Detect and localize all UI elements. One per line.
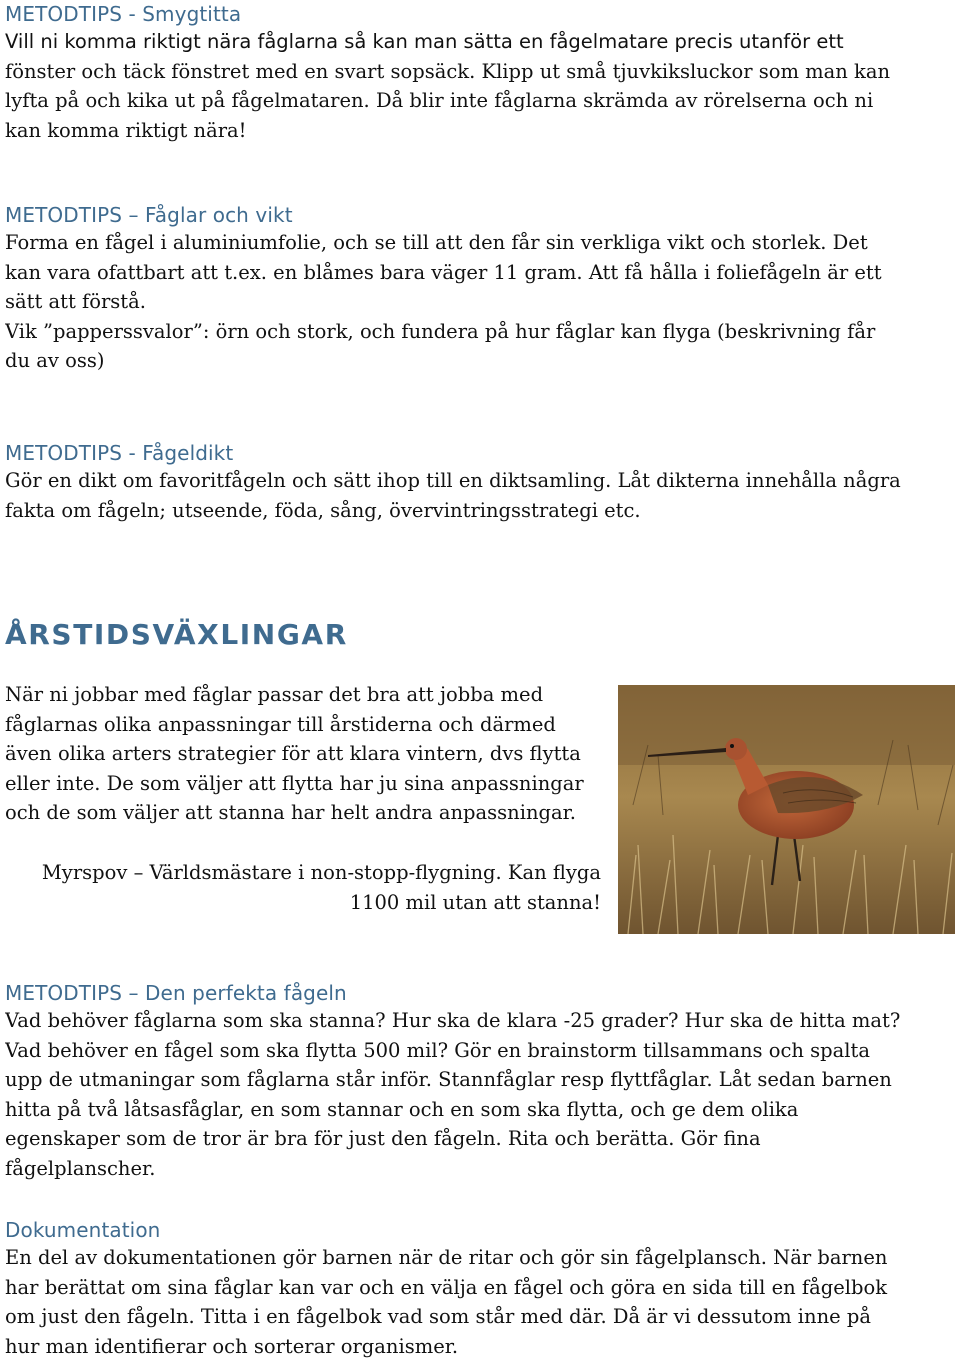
paragraph-arstidsvaxlingar [5, 680, 605, 828]
text-line: kan vara ofattbart att t.ex. en blåmes bara väger 11 gram. Att få hålla i foliefågeln är ett [5, 260, 882, 284]
text-line: Vik ”papperssvalor”: örn och stork, och fundera på hur fåglar kan flyga (beskrivning får [5, 319, 876, 343]
godwit-illustration [618, 685, 955, 934]
text-line: eller inte. De som väljer att flytta har ju sina anpassningar [5, 771, 584, 795]
text-line: En del av dokumentationen gör barnen när de ritar och gör sin fågelplansch. När barnen [5, 1246, 888, 1269]
text-line: du av oss) [5, 349, 105, 372]
text-line: fakta om fågeln; utseende, föda, sång, övervintringsstrategi etc. [5, 498, 641, 522]
caption-line: Myrspov – Världsmästare i non-stopp-flygning. Kan flyga [41, 861, 601, 884]
text-line: lyfta på och kika ut på fågelmataren. Då blir inte fåglarna skrämda av rörelserna och ni [5, 89, 874, 112]
text-line: egenskaper som de tror är bra för just den fågeln. Rita och berätta. Gör fina [5, 1127, 761, 1150]
heading-smygtitta: METODTIPS - Smygtitta [5, 2, 242, 26]
text-line: fågelplanscher. [5, 1156, 156, 1180]
caption-line: 1100 mil utan att stanna! [349, 890, 601, 914]
heading-fageldikt: METODTIPS - Fågeldikt [5, 441, 234, 465]
section-den-perfekta-fageln [5, 980, 900, 1183]
section-faglar-och-vikt [5, 202, 882, 376]
heading-faglar-och-vikt: METODTIPS – Fåglar och vikt [5, 203, 293, 227]
document-page [5, 0, 955, 1365]
text-line: upp de utmaningar som fåglarna står inför. Stannfåglar resp flyttfåglar. Låt sedan barnen [5, 1068, 892, 1091]
text-line: Gör en dikt om favoritfågeln och sätt ihop till en diktsamling. Låt dikterna innehålla några [5, 469, 901, 492]
text-line: har berättat om sina fåglar kan var och en välja en fågel och göra en sida till en fågelbok [5, 1275, 888, 1299]
text-line: När ni jobbar med fåglar passar det bra att jobba med [5, 683, 544, 706]
text-line: fåglarnas olika anpassningar till årstiderna och därmed [5, 712, 556, 736]
heading-dokumentation: Dokumentation [5, 1218, 161, 1242]
text-line: Vill ni komma riktigt nära fåglarna så kan man sätta en fågelmatare precis utanför ett [5, 30, 844, 53]
text-line: hitta på två låtsasfåglar, en som stannar och en som ska flytta, och ge dem olika [5, 1097, 799, 1121]
paragraph-faglar-och-vikt [5, 228, 882, 376]
text-line: Vad behöver fåglarna som ska stanna? Hur ska de klara -25 grader? Hur ska de hitta mat? [5, 1009, 901, 1032]
paragraph-den-perfekta-fageln [5, 1006, 900, 1183]
text-line: kan komma riktigt nära! [5, 118, 247, 142]
text-line: även olika arters strategier för att klara vintern, dvs flytta [5, 742, 581, 765]
text-line: fönster och täck fönstret med en svart sopsäck. Klipp ut små tjuvkiksluckor som man kan [5, 59, 891, 83]
section-dokumentation [5, 1217, 887, 1361]
text-line: och de som väljer att stanna har helt andra anpassningar. [5, 801, 577, 824]
section-fageldikt [5, 440, 901, 525]
paragraph-fageldikt [5, 466, 901, 525]
photo-caption [5, 858, 601, 917]
paragraph-dokumentation [5, 1243, 887, 1361]
text-line: hur man identifierar och sorterar organismer. [5, 1334, 459, 1358]
text-line: Forma en fågel i aluminiumfolie, och se till att den får sin verkliga vikt och storlek. Det [5, 231, 868, 254]
heading-den-perfekta-fageln: METODTIPS – Den perfekta fågeln [5, 981, 347, 1005]
heading-arstidsvaxlingar: ÅRSTIDSVÄXLINGAR [5, 618, 348, 651]
paragraph-smygtitta [5, 27, 890, 145]
text-line: sätt att förstå. [5, 290, 146, 313]
text-line: Vad behöver en fågel som ska flytta 500 mil? Gör en brainstorm tillsammans och spalta [5, 1038, 870, 1062]
text-line: om just den fågeln. Titta i en fågelbok vad som står med där. Då är vi dessutom inne på [5, 1305, 871, 1328]
bird-photo [618, 685, 955, 934]
section-smygtitta [5, 1, 890, 145]
